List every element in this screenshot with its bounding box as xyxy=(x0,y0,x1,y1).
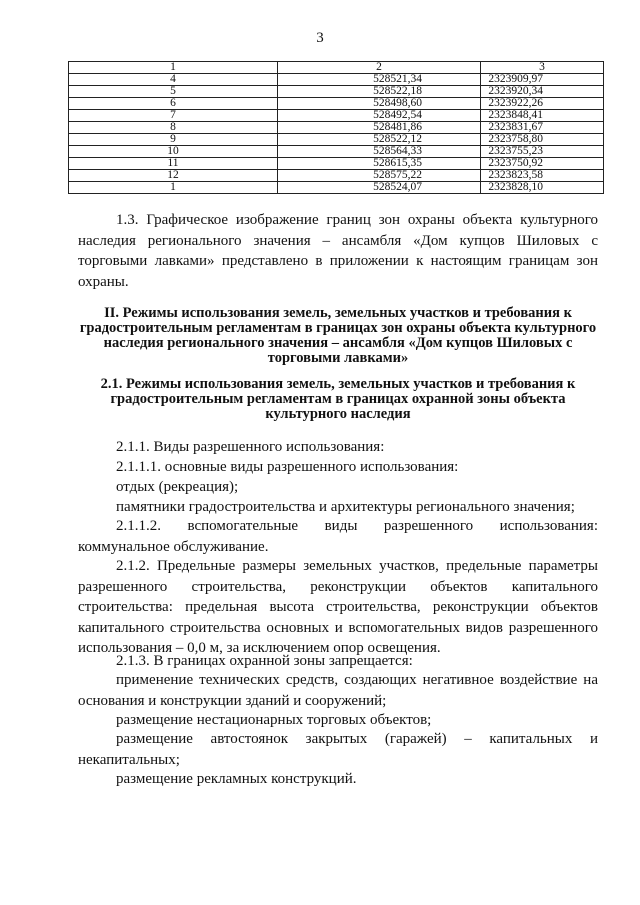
table-cell: 2323920,34 xyxy=(481,86,604,98)
page-number: 3 xyxy=(316,30,324,46)
table-cell: 2323823,58 xyxy=(481,170,604,182)
table-cell: 5 xyxy=(69,86,278,98)
table-cell: 7 xyxy=(69,110,278,122)
table-row xyxy=(69,86,604,98)
table-cell: 528521,34 xyxy=(278,74,481,86)
table-cell: 528575,22 xyxy=(278,170,481,182)
table-cell: 528492,54 xyxy=(278,110,481,122)
item-ads: размещение рекламных конструкций. xyxy=(116,771,357,787)
table-row xyxy=(69,134,604,146)
table-row xyxy=(69,182,604,194)
table-cell: 2323922,26 xyxy=(481,98,604,110)
table-cell: 2323848,41 xyxy=(481,110,604,122)
table-row xyxy=(69,146,604,158)
table-cell: 10 xyxy=(69,146,278,158)
table-cell: 528522,18 xyxy=(278,86,481,98)
item-2-1-2: 2.1.2. Предельные размеры земельных участков, предельные параметры разрешенного строительства, реконструкции объектов капитального строительства: предельная высота строительства, реконструкции объектов капитального строительства основных и вспомогательных видов разрешенного использования – 0,0 м, за исключением опор освещения. xyxy=(78,558,598,656)
coordinates-table xyxy=(68,61,604,194)
table-row xyxy=(69,122,604,134)
item-2-1-1-1: 2.1.1.1. основные виды разрешенного использования: xyxy=(116,459,459,475)
table-row xyxy=(69,110,604,122)
section-2-1-heading: 2.1. Режимы использования земель, земельных участков и требования к градостроительным регламентам в границах охранной зоны объекта культурного наследия xyxy=(100,376,576,422)
table-cell: 3 xyxy=(481,62,604,74)
table-cell: 2323755,23 xyxy=(481,146,604,158)
table-cell: 6 xyxy=(69,98,278,110)
table-cell: 1 xyxy=(69,182,278,194)
table-cell: 528615,35 xyxy=(278,158,481,170)
item-2-1-1: 2.1.1. Виды разрешенного использования: xyxy=(116,439,385,455)
item-2-1-1-2: 2.1.1.2. вспомогательные виды разрешенного использования: коммунальное обслуживание. xyxy=(78,518,598,555)
item-rest: отдых (рекреация); xyxy=(116,479,239,495)
table-cell: 528524,07 xyxy=(278,182,481,194)
table-cell: 12 xyxy=(69,170,278,182)
table-cell: 11 xyxy=(69,158,278,170)
table-cell: 2323750,92 xyxy=(481,158,604,170)
table-cell: 528564,33 xyxy=(278,146,481,158)
item-nonstationary: размещение нестационарных торговых объектов; xyxy=(116,712,432,728)
table-row xyxy=(69,158,604,170)
table-cell: 1 xyxy=(69,62,278,74)
table-cell: 8 xyxy=(69,122,278,134)
table-header-row xyxy=(69,62,604,74)
table-cell: 2 xyxy=(278,62,481,74)
table-cell: 528481,86 xyxy=(278,122,481,134)
table-cell: 2323831,67 xyxy=(481,122,604,134)
table-cell: 528522,12 xyxy=(278,134,481,146)
table-cell: 9 xyxy=(69,134,278,146)
table-cell: 2323758,80 xyxy=(481,134,604,146)
item-monuments: памятники градостроительства и архитектуры регионального значения; xyxy=(116,499,575,515)
item-2-1-3: 2.1.3. В границах охранной зоны запрещается: xyxy=(116,653,413,669)
section-2-heading: II. Режимы использования земель, земельных участков и требования к градостроительным регламентам в границах зон охраны объекта культурного наследия регионального значения – ансамбля «Дом купцов Шиловых с торговыми лавками» xyxy=(79,305,597,366)
table-row xyxy=(69,170,604,182)
table-cell: 528498,60 xyxy=(278,98,481,110)
table-cell: 2323828,10 xyxy=(481,182,604,194)
table-row xyxy=(69,98,604,110)
paragraph-1-3: 1.3. Графическое изображение границ зон охраны объекта культурного наследия регионального значения – ансамбля «Дом купцов Шиловых с торговыми лавками» представлено в приложении к настоящим границам зон охраны. xyxy=(78,212,598,290)
table-row xyxy=(69,74,604,86)
table-cell: 4 xyxy=(69,74,278,86)
table-cell: 2323909,97 xyxy=(481,74,604,86)
item-tech-means: применение технических средств, создающих негативное воздействие на основания и конструкции зданий и сооружений; xyxy=(78,672,598,709)
item-parking: размещение автостоянок закрытых (гаражей) – капитальных и некапитальных; xyxy=(78,731,598,768)
